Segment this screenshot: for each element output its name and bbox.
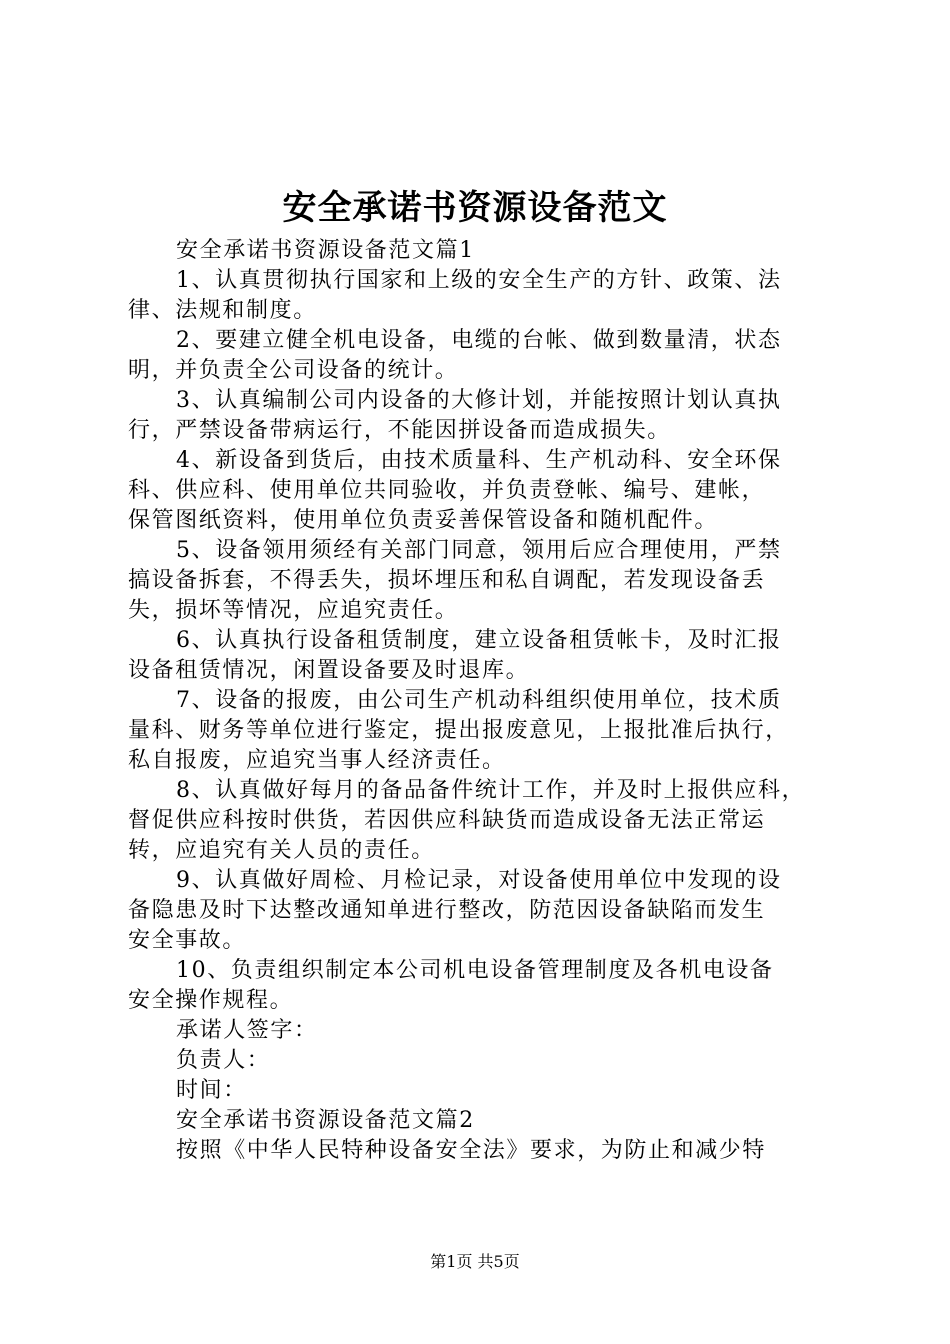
body-line: 私自报废，应追究当事人经济责任。 bbox=[128, 748, 506, 773]
body-line: 失，损坏等情况，应追究责任。 bbox=[128, 598, 459, 623]
body-line: 4、新设备到货后，由技术质量科、生产机动科、安全环保 bbox=[176, 448, 782, 473]
document-body bbox=[128, 236, 833, 1166]
body-line: 备隐患及时下达整改通知单进行整改，防范因设备缺陷而发生 bbox=[128, 898, 766, 923]
body-line: 10、负责组织制定本公司机电设备管理制度及各机电设备 bbox=[176, 958, 774, 983]
body-line: 5、设备领用须经有关部门同意，领用后应合理使用，严禁 bbox=[176, 538, 782, 563]
body-line: 1、认真贯彻执行国家和上级的安全生产的方针、政策、法 bbox=[176, 268, 782, 293]
body-line: 量科、财务等单位进行鉴定，提出报废意见，上报批准后执行， bbox=[128, 718, 789, 743]
body-line: 7、设备的报废，由公司生产机动科组织使用单位，技术质 bbox=[176, 688, 782, 713]
body-line: 科、供应科、使用单位共同验收，并负责登帐、编号、建帐， bbox=[128, 478, 766, 503]
body-line: 负责人： bbox=[176, 1048, 271, 1073]
body-line: 安全操作规程。 bbox=[128, 988, 294, 1013]
body-line: 搞设备拆套，不得丢失，损坏埋压和私自调配，若发现设备丢 bbox=[128, 568, 766, 593]
document-title: 安全承诺书资源设备范文 bbox=[282, 188, 668, 228]
body-line: 安全承诺书资源设备范文篇1 bbox=[176, 238, 475, 263]
body-line: 行，严禁设备带病运行，不能因拼设备而造成损失。 bbox=[128, 418, 671, 443]
body-line: 明，并负责全公司设备的统计。 bbox=[128, 358, 459, 383]
body-line: 时间： bbox=[176, 1078, 247, 1103]
body-line: 安全事故。 bbox=[128, 928, 247, 953]
body-line: 设备租赁情况，闲置设备要及时退库。 bbox=[128, 658, 530, 683]
body-line: 9、认真做好周检、月检记录，对设备使用单位中发现的设 bbox=[176, 868, 782, 893]
body-line: 督促供应科按时供货，若因供应科缺货而造成设备无法正常运 bbox=[128, 808, 766, 833]
body-line: 律、法规和制度。 bbox=[128, 298, 317, 323]
page-footer: 第1页 共5页 bbox=[430, 1252, 520, 1271]
body-line: 承诺人签字： bbox=[176, 1018, 318, 1043]
body-line: 6、认真执行设备租赁制度，建立设备租赁帐卡，及时汇报 bbox=[176, 628, 782, 653]
body-line: 保管图纸资料，使用单位负责妥善保管设备和随机配件。 bbox=[128, 508, 719, 533]
body-line: 按照《中华人民特种设备安全法》要求，为防止和减少特 bbox=[176, 1138, 767, 1163]
body-line: 转，应追究有关人员的责任。 bbox=[128, 838, 435, 863]
body-line: 3、认真编制公司内设备的大修计划，并能按照计划认真执 bbox=[176, 388, 782, 413]
body-line: 2、要建立健全机电设备，电缆的台帐、做到数量清，状态 bbox=[176, 328, 782, 353]
body-line: 8、认真做好每月的备品备件统计工作，并及时上报供应科， bbox=[176, 778, 806, 803]
body-line: 安全承诺书资源设备范文篇2 bbox=[176, 1108, 475, 1133]
